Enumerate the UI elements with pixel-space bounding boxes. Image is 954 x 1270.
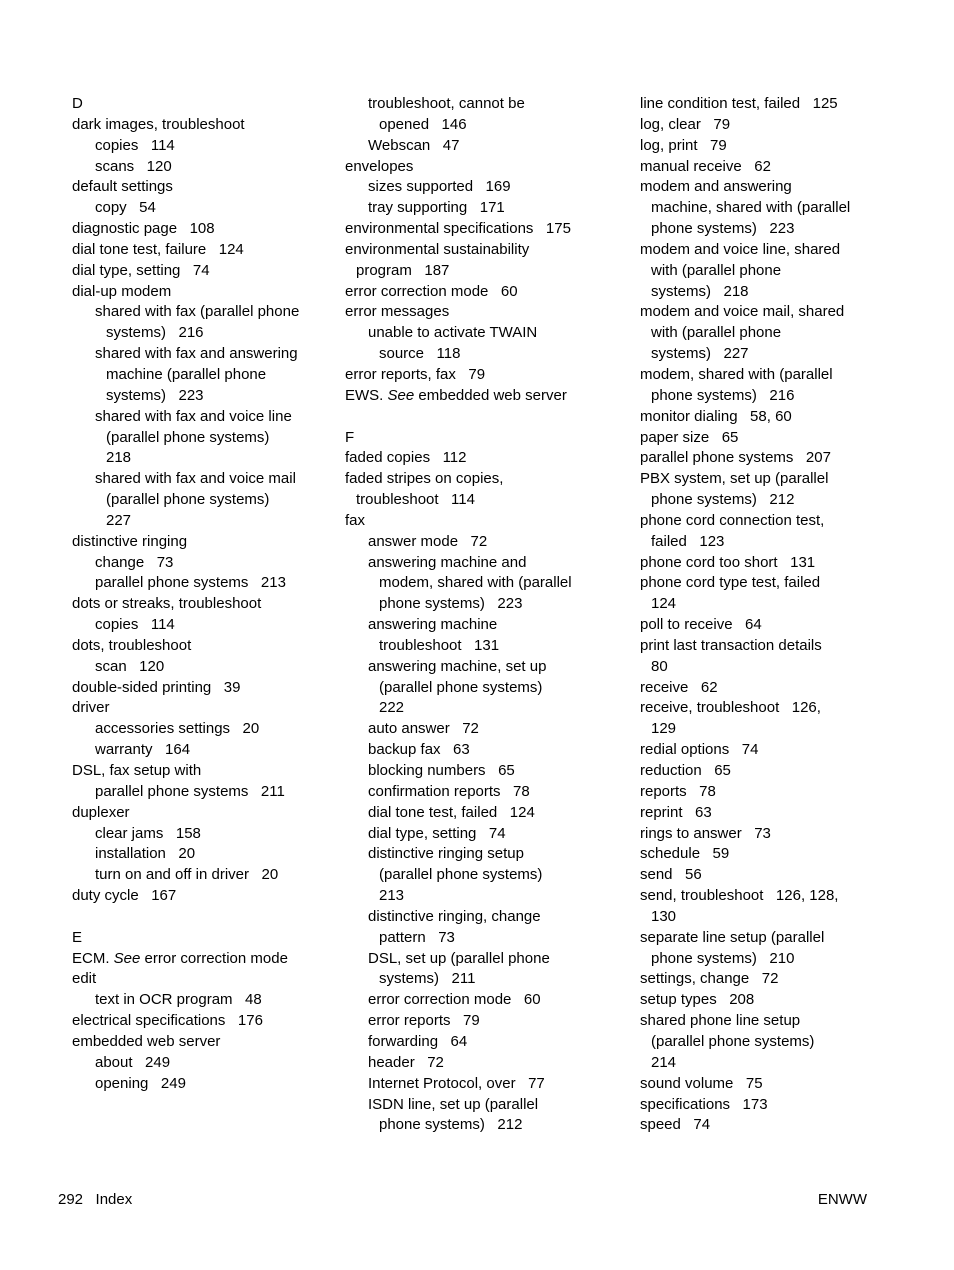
- index-entry-continuation: failed 123: [651, 532, 725, 550]
- index-entry: log, print 79: [640, 136, 727, 154]
- index-entry-continuation: (parallel phone systems): [651, 1032, 815, 1050]
- index-entry-continuation: (parallel phone systems): [379, 866, 543, 884]
- index-entry: envelopes: [345, 157, 414, 175]
- index-entry: environmental sustainability: [345, 240, 530, 258]
- index-entry: phone cord too short 131: [640, 553, 816, 571]
- index-subentry: shared with fax and answering: [95, 345, 298, 363]
- index-entry: separate line setup (parallel: [640, 928, 825, 946]
- index-subentry: troubleshoot, cannot be: [368, 95, 525, 112]
- index-entry: duty cycle 167: [72, 887, 177, 905]
- index-entry: [72, 949, 334, 970]
- index-subentry: answering machine, set up: [368, 657, 547, 675]
- see-reference: See: [113, 949, 141, 967]
- index-entry: paper size 65: [640, 428, 739, 446]
- entry-term: EWS.: [345, 386, 384, 404]
- index-subentry: accessories settings 20: [95, 720, 260, 738]
- index-entry-continuation: troubleshoot 114: [356, 491, 475, 509]
- index-entry: setup types 208: [640, 991, 755, 1009]
- index-subentry: auto answer 72: [368, 720, 479, 738]
- index-entry: settings, change 72: [640, 970, 779, 988]
- index-entry-continuation: phone systems) 212: [651, 491, 795, 509]
- index-entry: print last transaction details: [640, 636, 822, 654]
- index-entry: error reports, fax 79: [345, 365, 486, 383]
- index-entry: PBX system, set up (parallel: [640, 470, 829, 488]
- index-entry: receive, troubleshoot 126,: [640, 699, 821, 717]
- index-subentry: answering machine and: [368, 553, 527, 571]
- index-subentry: scans 120: [95, 157, 172, 175]
- index-entry-continuation: 222: [379, 699, 405, 717]
- index-subentry: warranty 164: [95, 741, 191, 759]
- see-reference: See: [387, 386, 415, 404]
- index-entry: dial-up modem: [72, 282, 172, 300]
- index-entry: environmental specifications 175: [345, 220, 571, 238]
- index-entry-continuation: troubleshoot 131: [379, 636, 500, 654]
- index-entry-continuation: machine (parallel phone: [106, 365, 267, 383]
- index-entry: manual receive 62: [640, 157, 771, 175]
- index-entry-continuation: pattern 73: [379, 928, 455, 946]
- index-entry: diagnostic page 108: [72, 220, 215, 238]
- index-letter-heading: F: [345, 428, 355, 446]
- index-subentry: change 73: [95, 553, 174, 571]
- index-subentry: header 72: [368, 1053, 444, 1071]
- section-gap: [72, 907, 334, 928]
- index-entry: dial type, setting 74: [72, 261, 210, 279]
- index-subentry: Webscan 47: [368, 136, 460, 154]
- index-subentry: parallel phone systems 211: [95, 782, 285, 800]
- index-subentry: about 249: [95, 1053, 171, 1071]
- index-entry-continuation: phone systems) 223: [379, 595, 523, 613]
- index-subentry: scan 120: [95, 657, 165, 675]
- index-entry-continuation: 80: [651, 657, 668, 675]
- index-entry-continuation: 130: [651, 907, 677, 925]
- footer-section: Index: [95, 1191, 133, 1208]
- index-entry: driver: [72, 699, 110, 717]
- index-subentry: parallel phone systems 213: [95, 574, 286, 592]
- index-letter-heading: D: [72, 95, 83, 112]
- index-entry-continuation: systems) 227: [651, 345, 749, 363]
- index-entry-continuation: program 187: [356, 261, 450, 279]
- index-entry: schedule 59: [640, 845, 730, 863]
- index-entry: dial tone test, failure 124: [72, 240, 244, 258]
- index-entry-continuation: source 118: [379, 345, 461, 363]
- index-entry: reports 78: [640, 782, 716, 800]
- index-entry-continuation: systems) 218: [651, 282, 749, 300]
- index-entry: embedded web server: [72, 1032, 221, 1050]
- index-subentry: unable to activate TWAIN: [368, 324, 538, 342]
- index-entry: modem and voice mail, shared: [640, 303, 845, 321]
- index-entry: edit: [72, 970, 97, 988]
- index-entry: modem and answering: [640, 178, 792, 196]
- index-entry-continuation: 227: [106, 511, 132, 529]
- index-entry: sound volume 75: [640, 1074, 763, 1092]
- index-entry-continuation: with (parallel phone: [651, 324, 782, 342]
- index-subentry: dial type, setting 74: [368, 824, 506, 842]
- index-subentry: forwarding 64: [368, 1032, 468, 1050]
- index-subentry: error reports 79: [368, 1012, 480, 1030]
- index-subentry: ISDN line, set up (parallel: [368, 1095, 539, 1113]
- index-entry: electrical specifications 176: [72, 1012, 263, 1030]
- index-subentry: answer mode 72: [368, 532, 488, 550]
- index-subentry: installation 20: [95, 845, 196, 863]
- index-subentry: distinctive ringing setup: [368, 845, 524, 863]
- index-subentry: confirmation reports 78: [368, 782, 530, 800]
- index-entry-continuation: 214: [651, 1053, 677, 1071]
- index-entry: specifications 173: [640, 1095, 768, 1113]
- index-entry: fax: [345, 511, 366, 529]
- index-subentry: tray supporting 171: [368, 199, 505, 217]
- index-entry-continuation: machine, shared with (parallel: [651, 199, 851, 217]
- index-subentry: shared with fax (parallel phone: [95, 303, 300, 321]
- index-entry-continuation: (parallel phone systems): [379, 678, 543, 696]
- see-target: embedded web server: [418, 386, 567, 404]
- footer-left: [58, 1190, 132, 1210]
- index-entry: rings to answer 73: [640, 824, 771, 842]
- index-entry-continuation: systems) 223: [106, 386, 204, 404]
- entry-term: ECM.: [72, 949, 110, 967]
- index-entry: double-sided printing 39: [72, 678, 241, 696]
- index-subentry: copy 54: [95, 199, 156, 217]
- index-entry: poll to receive 64: [640, 616, 762, 634]
- index-entry-continuation: 213: [379, 887, 405, 905]
- index-entry-continuation: phone systems) 223: [651, 220, 795, 238]
- index-entry: dots or streaks, troubleshoot: [72, 595, 262, 613]
- index-entry: line condition test, failed 125: [640, 95, 838, 112]
- index-entry-continuation: phone systems) 210: [651, 949, 795, 967]
- index-entry-continuation: systems) 211: [379, 970, 476, 988]
- index-entry: redial options 74: [640, 741, 759, 759]
- index-subentry: opening 249: [95, 1074, 186, 1092]
- index-entry-continuation: phone systems) 212: [379, 1116, 523, 1134]
- index-entry: error correction mode 60: [345, 282, 518, 300]
- index-entry: faded copies 112: [345, 449, 467, 467]
- index-subentry: sizes supported 169: [368, 178, 511, 196]
- index-entry: reprint 63: [640, 803, 712, 821]
- index-entry: dots, troubleshoot: [72, 636, 192, 654]
- index-entry: phone cord type test, failed: [640, 574, 821, 592]
- index-subentry: text in OCR program 48: [95, 991, 262, 1009]
- index-entry-continuation: with (parallel phone: [651, 261, 782, 279]
- index-subentry: clear jams 158: [95, 824, 201, 842]
- index-entry-continuation: 218: [106, 449, 132, 467]
- section-gap: [345, 407, 615, 428]
- index-entry: receive 62: [640, 678, 718, 696]
- index-subentry: answering machine: [368, 616, 498, 634]
- index-entry: modem and voice line, shared: [640, 240, 841, 258]
- index-entry-continuation: 124: [651, 595, 677, 613]
- index-entry: distinctive ringing: [72, 532, 188, 550]
- index-entry: reduction 65: [640, 762, 731, 779]
- index-entry: dark images, troubleshoot: [72, 115, 245, 133]
- index-entry-continuation: phone systems) 216: [651, 386, 795, 404]
- index-entry: speed 74: [640, 1116, 711, 1134]
- index-entry-continuation: modem, shared with (parallel: [379, 574, 572, 592]
- index-entry: phone cord connection test,: [640, 511, 825, 529]
- index-entry: [345, 386, 615, 407]
- index-entry: duplexer: [72, 803, 130, 821]
- index-subentry: shared with fax and voice mail: [95, 470, 296, 488]
- page-number: 292: [58, 1191, 84, 1208]
- index-subentry: backup fax 63: [368, 741, 470, 759]
- index-entry: error messages: [345, 303, 450, 321]
- index-subentry: dial tone test, failed 124: [368, 803, 535, 821]
- index-entry: modem, shared with (parallel: [640, 365, 833, 383]
- index-subentry: error correction mode 60: [368, 991, 541, 1009]
- index-column-2: [345, 94, 615, 1136]
- index-column-1: [72, 94, 334, 1095]
- index-entry: default settings: [72, 178, 173, 196]
- index-subentry: blocking numbers 65: [368, 762, 515, 779]
- index-subentry: copies 114: [95, 616, 175, 634]
- index-entry: faded stripes on copies,: [345, 470, 504, 488]
- index-entry-continuation: opened 146: [379, 115, 467, 133]
- index-entry-continuation: (parallel phone systems): [106, 491, 270, 509]
- index-entry: parallel phone systems 207: [640, 449, 831, 467]
- index-subentry: shared with fax and voice line: [95, 407, 292, 425]
- index-subentry: DSL, set up (parallel phone: [368, 949, 550, 967]
- index-entry: send 56: [640, 866, 702, 884]
- index-entry-continuation: (parallel phone systems): [106, 428, 270, 446]
- index-letter-heading: E: [72, 928, 83, 946]
- see-target: error correction mode: [144, 949, 288, 967]
- index-entry: shared phone line setup: [640, 1012, 801, 1030]
- index-entry: send, troubleshoot 126, 128,: [640, 887, 839, 905]
- index-entry: DSL, fax setup with: [72, 762, 202, 779]
- index-entry: monitor dialing 58, 60: [640, 407, 792, 425]
- index-subentry: Internet Protocol, over 77: [368, 1074, 545, 1092]
- index-subentry: copies 114: [95, 136, 175, 154]
- index-column-3: [640, 94, 880, 1136]
- index-subentry: distinctive ringing, change: [368, 907, 541, 925]
- footer-right-label: ENWW: [817, 1191, 867, 1208]
- index-entry-continuation: systems) 216: [106, 324, 204, 342]
- index-entry: log, clear 79: [640, 115, 731, 133]
- index-subentry: turn on and off in driver 20: [95, 866, 279, 884]
- index-entry-continuation: 129: [651, 720, 677, 738]
